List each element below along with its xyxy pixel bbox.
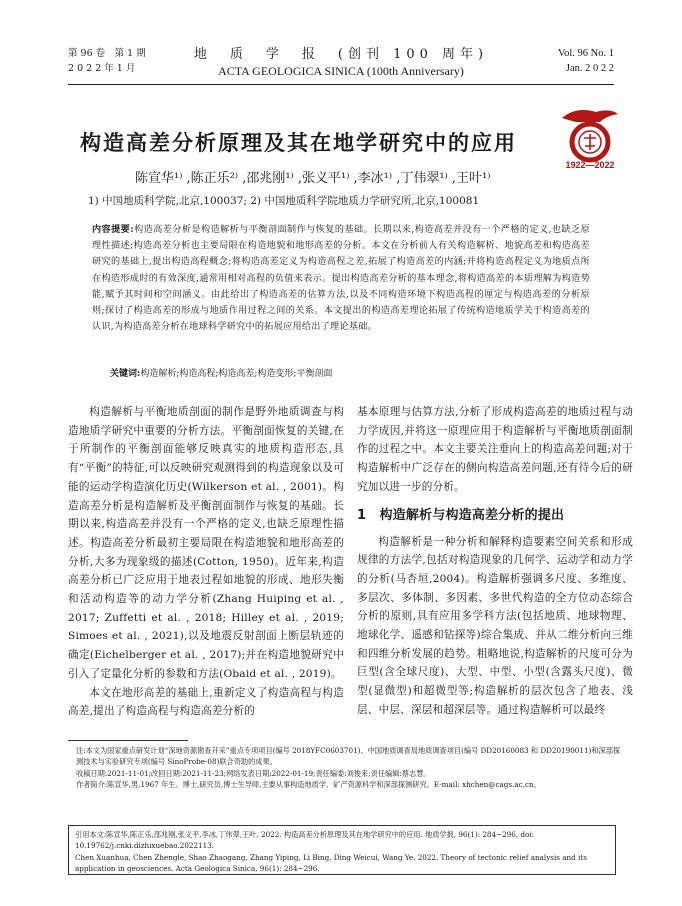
body-paragraph: 基本原理与估算方法,分析了形成构造高差的地质过程与动力学成因,并将这一原理应用于构造解析与平衡地质剖面制作的过程之中。本文主要关注垂向上的构造高差问题;对于构造解析中广泛存在的侧向构造高差问题,还有待今后的研究加以进一步的分析。 (357, 406, 633, 493)
body-column-left (68, 403, 344, 721)
footnote-funding: 注:本文为国家重点研发计划“深地资源勘查开采”重点专项项目(编号 2018YFC0603701)、中国地质调查局地质调查项目(编号 DD20160083 和 DD20190011)和深部探测技术与实验研究专项(编号 SinoProbe-08)联合资助的成果。 (76, 746, 621, 767)
journal-name-en: ACTA GEOLOGICA SINICA (100th Anniversary) (218, 64, 464, 78)
header-rule (68, 84, 614, 85)
keywords (110, 366, 332, 379)
body-paragraph: 构造解析与平衡地质剖面的制作是野外地质调查与构造地质学研究中重要的分析方法。平衡剖面恢复的关键,在于所制作的平衡剖面能够反映真实的地质构造形态,具有“平衡”的特征,可以反映研究观测得到的构造现象以及可能的运动学构造演化历史(Wilkerson et al. , 2001)。构造高差分析是构造解析及平衡剖面制作与恢复的基础。长期以来,构造高差并没有一个严格的定义,也缺乏原理性描述。构造高差分析最初主要局限在构造地貌和地形高差的分析,大多为现象级的描述(Cotton, 1950)。近年来,构造高差分析已广泛应用于地表过程如地貌的形成、地形失衡和活动构造等的动力学分析(Zhang Huiping et al. , 2017; Zuffetti et al. , 2018; Hilley et al. , 2019; Simoes et al. , 2021),以及地震反射剖面上断层轨迹的确定(Eichelberger et al. , 2017);并在构造地貌研究中引入了定量化分析的参数和方法(Obaid et al. , 2019)。 (68, 406, 344, 680)
keywords-label: 关键词: (110, 369, 141, 379)
header-volume-en (558, 46, 614, 76)
footnote-dates: 收稿日期:2021-11-01;改回日期:2021-11-23;网络发表日期:2022-01-19;责任编委:刘俊来;责任编辑:蔡志慧。 (76, 768, 431, 778)
footnotes (76, 745, 624, 791)
abstract-text: 构造高差分析是构造解析与平衡剖面制作与恢复的基础。长期以来,构造高差并没有一个严格的定义,也缺乏原理性描述;构造高差分析也主要局限在构造地貌和地形高差的分析。本文在分析前人有关构造解析、地貌高差和构造高差研究的基础上,提出构造高程概念;将构造高差定义为构造高程之差,拓展了构造高差的内涵;并将构造高程定义为地质点所在构造形成时的有效深度,通常用相对高程的负值来表示。提出构造高差分析的基本理念,将构造高差的本质理解为构造势能,赋予其时间和空间涵义。由此给出了构造高差的估算方法,以及不同构造环境下构造高程的厘定与构造高差的分析原则;探讨了构造高差的形成与地质作用过程之间的关系。本文提出的构造高差理论拓展了传统构造地质学关于构造高差的认识,为构造高差分析在地球科学研究中的拓展应用给出了理论基础。 (92, 225, 590, 333)
citation-en: Chen Xuanhua, Chen Zhengle, Shao Zhaogang, Zhang Yiping, Li Bing, Ding Weicui, Wang Ye. 2022. Theory of tectonic relief analysis and its application in geosciences. Acta Geologica Sinica, 96(1): 284~296. (75, 852, 587, 873)
citation-zh: 引用本文:陈宣华,陈正乐,邵兆刚,张义平,李冰,丁伟翠,王叶. 2022. 构造高差分析原理及其在地学研究中的应用. 地质学报, 96(1): 284~296, doi: 10.19762/j.cnki.dizhixuebao.2022113. (75, 830, 535, 851)
affiliation: 1) 中国地质科学院,北京,100037; 2) 中国地质科学院地质力学研究所,北京,100081 (88, 195, 480, 207)
header-vol-no: Vol. 96 No. 1 (557, 48, 614, 59)
journal-name (68, 46, 614, 80)
paper-title: 构造高差分析原理及其在地学研究中的应用 (80, 131, 517, 155)
footnote-rule (68, 740, 188, 741)
abstract (92, 222, 590, 335)
body-paragraph: 构造解析是一种分析和解释构造要素空间关系和形成规律的方法学,包括对构造现象的几何学、运动学和动力学的分析(马杏垣,2004)。构造解析强调多尺度、多维度、多层次、多体制、多因素、多世代构造的全方位动态综合分析的原则,具有应用多学科方法(包括地质、地球物理、地球化学、遥感和钻探等)综合集成、并从二维分析向三维和四维分析发展的趋势。粗略地说,构造解析的尺度可分为巨型(含全球尺度)、大型、中型、小型(含露头尺度)、微型(显微型)和超微型等;构造解析的层次包含了地表、浅层、中层、深层和超深层等。通过构造解析可以最终 (357, 535, 633, 716)
header-date: 2 0 2 2 年 1 月 (68, 63, 136, 74)
body-paragraph: 本文在地形高差的基础上,重新定义了构造高程与构造高差,提出了构造高程与构造高差分析的 (68, 686, 344, 718)
header-volume-issue: 第 96 卷 第 1 期 (68, 48, 146, 59)
footnote-author-bio: 作者简介:陈宣华,男,1967 年生。博士,研究员,博士生导师,主要从事构造地质学、矿产资源科学和深部探测研究。E-mail: xhchen@cags.ac.cn。 (76, 780, 541, 790)
keywords-text: 构造解析;构造高程;构造高差;构造变形;平衡剖面 (140, 369, 333, 379)
header-date-en: Jan. 2 0 2 2 (565, 63, 614, 74)
logo-year-range: 1922—2022 (565, 160, 615, 170)
journal-name-zh: 地 质 学 报 (创刊 100 周年) (193, 47, 489, 62)
abstract-label: 内容提要: (92, 224, 134, 235)
author-list: 陈宣华¹⁾ ,陈正乐²⁾ ,邵兆刚¹⁾ ,张义平¹⁾ ,李冰¹⁾ ,丁伟翠¹⁾ ,王叶¹⁾ (135, 171, 491, 186)
section-heading: 1 构造解析与构造高差分析的提出 (357, 507, 565, 523)
body-column-right (357, 403, 633, 720)
citation-box (68, 825, 616, 875)
